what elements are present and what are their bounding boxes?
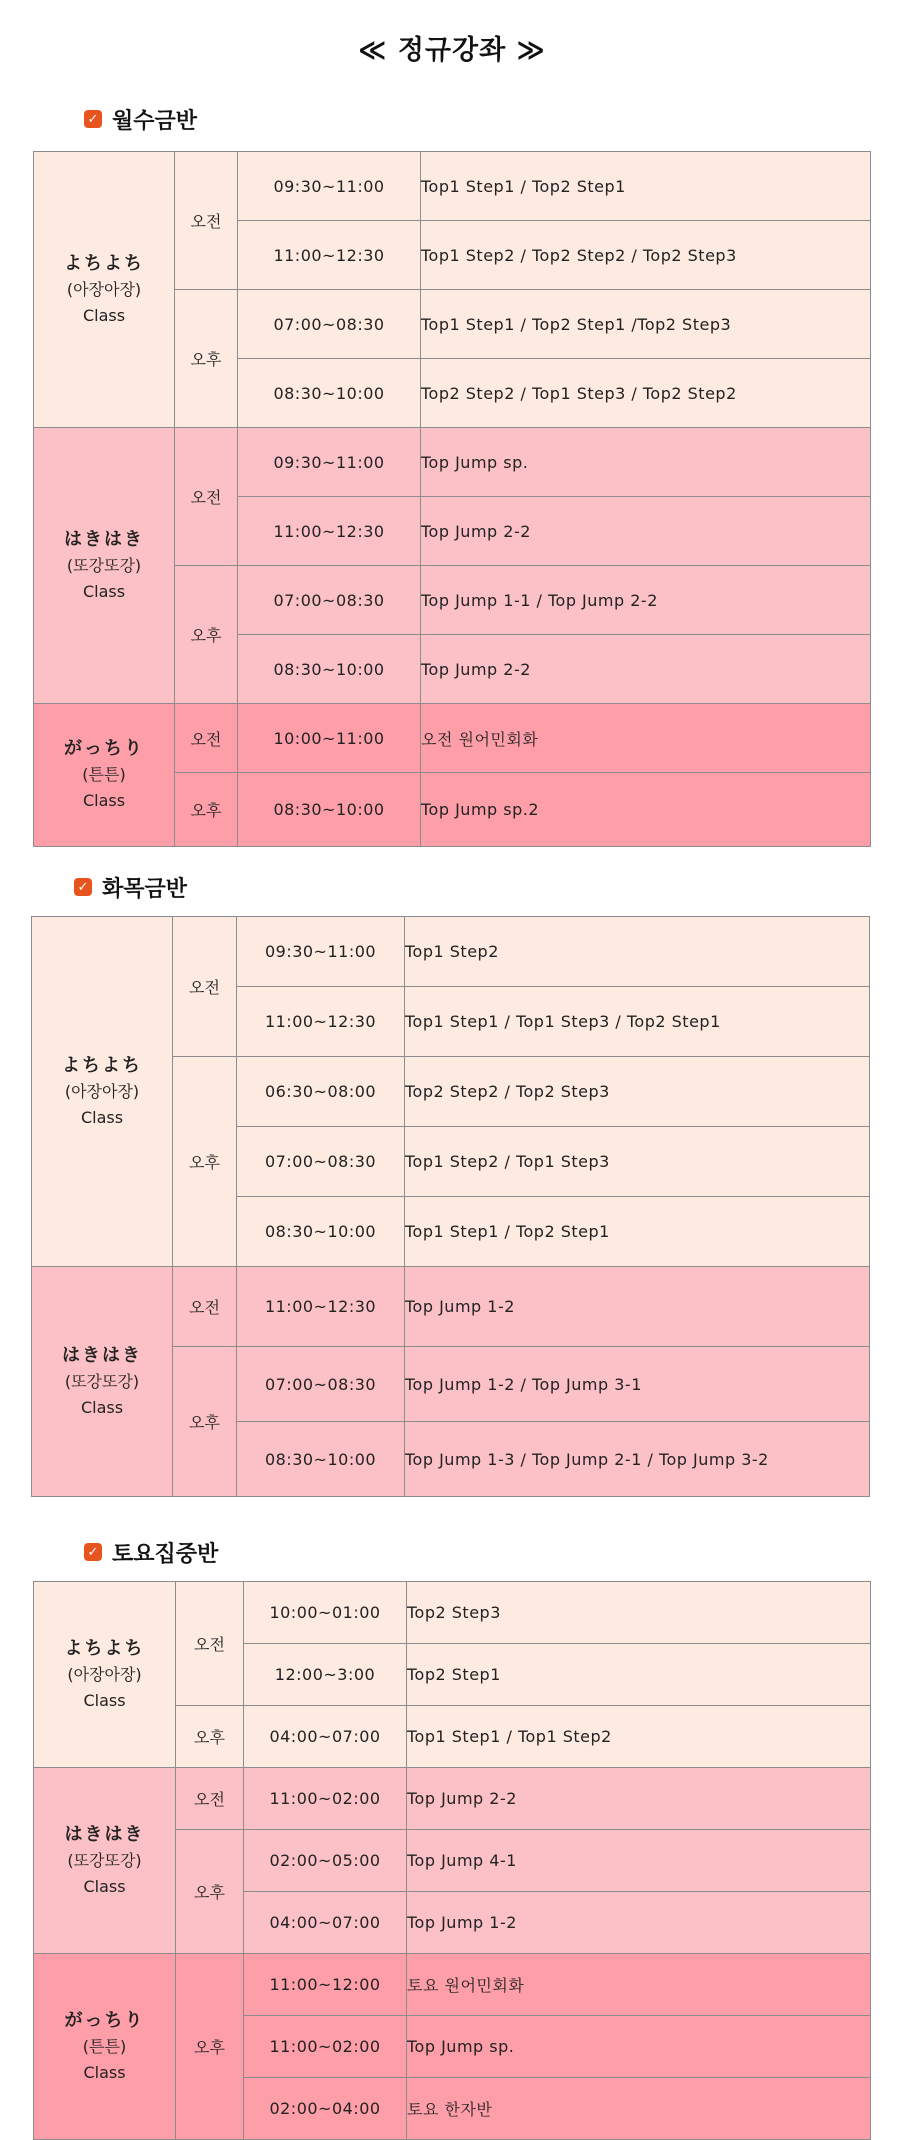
class-level-cell: [34, 704, 175, 847]
class-jp-name: はきはき: [64, 528, 144, 550]
time-cell: 07:00~08:30: [238, 290, 421, 359]
time-cell: 02:00~04:00: [244, 2078, 407, 2140]
time-cell: 11:00~12:30: [237, 987, 405, 1057]
class-jp-name: よちよち: [64, 1637, 145, 1659]
time-cell: 07:00~08:30: [237, 1127, 405, 1197]
section-title-text: 화목금반: [102, 876, 188, 902]
class-label: Class: [80, 1107, 124, 1127]
class-label: Class: [82, 791, 126, 810]
course-cell: Top1 Step1 / Top2 Step1 /Top2 Step3: [421, 290, 871, 359]
period-cell: 오후: [173, 1347, 237, 1497]
time-cell: 11:00~12:30: [238, 221, 421, 290]
time-cell: 06:30~08:00: [237, 1057, 405, 1127]
course-cell: 토요 한자반: [407, 2078, 871, 2140]
time-cell: 07:00~08:30: [238, 566, 421, 635]
table-row: [32, 1267, 870, 1347]
table-row: [34, 428, 871, 497]
time-cell: 02:00~05:00: [244, 1830, 407, 1892]
table-row: [34, 1582, 871, 1644]
course-cell: Top Jump 4-1: [407, 1830, 871, 1892]
period-cell: 오전: [173, 1267, 237, 1347]
class-ko-name: (또강또강): [64, 1371, 140, 1391]
time-cell: 04:00~07:00: [244, 1892, 407, 1954]
course-cell: Top2 Step3: [407, 1582, 871, 1644]
schedule-table-saturday-intensive: [33, 1581, 871, 2140]
course-cell: Top Jump 2-2: [421, 497, 871, 566]
checkbox-checked-icon: ✓: [84, 1543, 102, 1561]
time-cell: 11:00~12:30: [237, 1267, 405, 1347]
course-cell: Top Jump 2-2: [421, 635, 871, 704]
time-cell: 08:30~10:00: [238, 773, 421, 847]
course-cell: Top1 Step1 / Top1 Step2: [407, 1706, 871, 1768]
time-cell: 10:00~11:00: [238, 704, 421, 773]
time-cell: 08:30~10:00: [238, 359, 421, 428]
class-label: Class: [83, 1690, 126, 1710]
class-label: Class: [80, 1397, 124, 1417]
time-cell: 08:30~10:00: [237, 1422, 405, 1497]
table-row: [34, 704, 871, 773]
course-cell: Top1 Step2: [405, 917, 870, 987]
course-cell: Top Jump 1-2: [407, 1892, 871, 1954]
period-cell: 오후: [176, 1706, 244, 1768]
course-cell: Top Jump 1-2: [405, 1267, 870, 1347]
class-jp-name: がっちり: [64, 2009, 145, 2031]
class-level-cell: [34, 1582, 176, 1768]
period-cell: 오전: [176, 1582, 244, 1706]
table-row: [32, 917, 870, 987]
table-row: [34, 1768, 871, 1830]
class-level-cell: [34, 152, 175, 428]
checkbox-checked-icon: ✓: [84, 110, 102, 128]
class-label: Class: [82, 581, 126, 601]
section-title-mon-wed-fri: [84, 105, 197, 133]
page-title: ≪ 정규강좌 ≫: [358, 35, 546, 66]
period-cell: 오후: [175, 566, 238, 704]
section-title-saturday-intensive: [84, 1538, 218, 1566]
period-cell: 오전: [176, 1768, 244, 1830]
time-cell: 11:00~02:00: [244, 2016, 407, 2078]
time-cell: 10:00~01:00: [244, 1582, 407, 1644]
time-cell: 12:00~3:00: [244, 1644, 407, 1706]
time-cell: 08:30~10:00: [237, 1197, 405, 1267]
course-cell: Top Jump 2-2: [407, 1768, 871, 1830]
class-ko-name: (아장아장): [67, 1664, 142, 1684]
class-ko-name: (또강또강): [66, 555, 142, 575]
course-cell: Top Jump 1-3 / Top Jump 2-1 / Top Jump 3-2: [405, 1422, 870, 1497]
class-jp-name: はきはき: [62, 1344, 142, 1366]
course-cell: Top Jump 1-1 / Top Jump 2-2: [421, 566, 871, 635]
schedule-table-mon-wed-fri: [33, 151, 871, 847]
course-cell: Top2 Step1: [407, 1644, 871, 1706]
class-label: Class: [83, 1876, 126, 1896]
class-ko-name: (또강또강): [67, 1850, 142, 1870]
class-level-cell: [34, 428, 175, 704]
course-cell: Top2 Step2 / Top2 Step3: [405, 1057, 870, 1127]
time-cell: 11:00~02:00: [244, 1768, 407, 1830]
class-label: Class: [83, 2062, 126, 2082]
class-ko-name: (튼튼): [82, 2036, 127, 2056]
course-cell: 오전 원어민회화: [421, 704, 871, 773]
section-title-text: 월수금반: [112, 108, 198, 134]
class-jp-name: はきはき: [64, 1823, 145, 1845]
time-cell: 07:00~08:30: [237, 1347, 405, 1422]
class-ko-name: (튼튼): [82, 765, 126, 784]
course-cell: Top2 Step2 / Top1 Step3 / Top2 Step2: [421, 359, 871, 428]
time-cell: 11:00~12:30: [238, 497, 421, 566]
period-cell: 오후: [176, 1954, 244, 2140]
period-cell: 오전: [175, 152, 238, 290]
class-jp-name: がっちり: [64, 738, 144, 759]
time-cell: 08:30~10:00: [238, 635, 421, 704]
class-ko-name: (아장아장): [64, 1081, 140, 1101]
period-cell: 오후: [173, 1057, 237, 1267]
class-level-cell: [32, 1267, 173, 1497]
course-cell: Top Jump sp.: [421, 428, 871, 497]
period-cell: 오후: [176, 1830, 244, 1954]
table-row: [34, 1954, 871, 2016]
course-cell: 토요 원어민회화: [407, 1954, 871, 2016]
course-cell: Top1 Step1 / Top2 Step1: [405, 1197, 870, 1267]
period-cell: 오전: [175, 428, 238, 566]
table-row: [34, 152, 871, 221]
class-jp-name: よちよち: [62, 1054, 142, 1076]
class-ko-name: (아장아장): [66, 279, 142, 299]
class-level-cell: [32, 917, 173, 1267]
course-cell: Top Jump sp.: [407, 2016, 871, 2078]
time-cell: 09:30~11:00: [237, 917, 405, 987]
course-cell: Top1 Step2 / Top1 Step3: [405, 1127, 870, 1197]
period-cell: 오후: [175, 290, 238, 428]
section-title-tue-thu-fri: [74, 873, 187, 901]
period-cell: 오전: [175, 704, 238, 773]
course-cell: Top1 Step1 / Top1 Step3 / Top2 Step1: [405, 987, 870, 1057]
class-level-cell: [34, 1768, 176, 1954]
class-jp-name: よちよち: [64, 252, 144, 274]
time-cell: 04:00~07:00: [244, 1706, 407, 1768]
class-label: Class: [82, 305, 126, 325]
period-cell: 오후: [175, 773, 238, 847]
checkbox-checked-icon: ✓: [74, 878, 92, 896]
time-cell: 09:30~11:00: [238, 152, 421, 221]
schedule-table-tue-thu-fri: [31, 916, 870, 1497]
time-cell: 11:00~12:00: [244, 1954, 407, 2016]
course-cell: Top1 Step1 / Top2 Step1: [421, 152, 871, 221]
course-cell: Top Jump sp.2: [421, 773, 871, 847]
period-cell: 오전: [173, 917, 237, 1057]
course-cell: Top1 Step2 / Top2 Step2 / Top2 Step3: [421, 221, 871, 290]
class-level-cell: [34, 1954, 176, 2140]
section-title-text: 토요집중반: [112, 1541, 219, 1567]
time-cell: 09:30~11:00: [238, 428, 421, 497]
course-cell: Top Jump 1-2 / Top Jump 3-1: [405, 1347, 870, 1422]
